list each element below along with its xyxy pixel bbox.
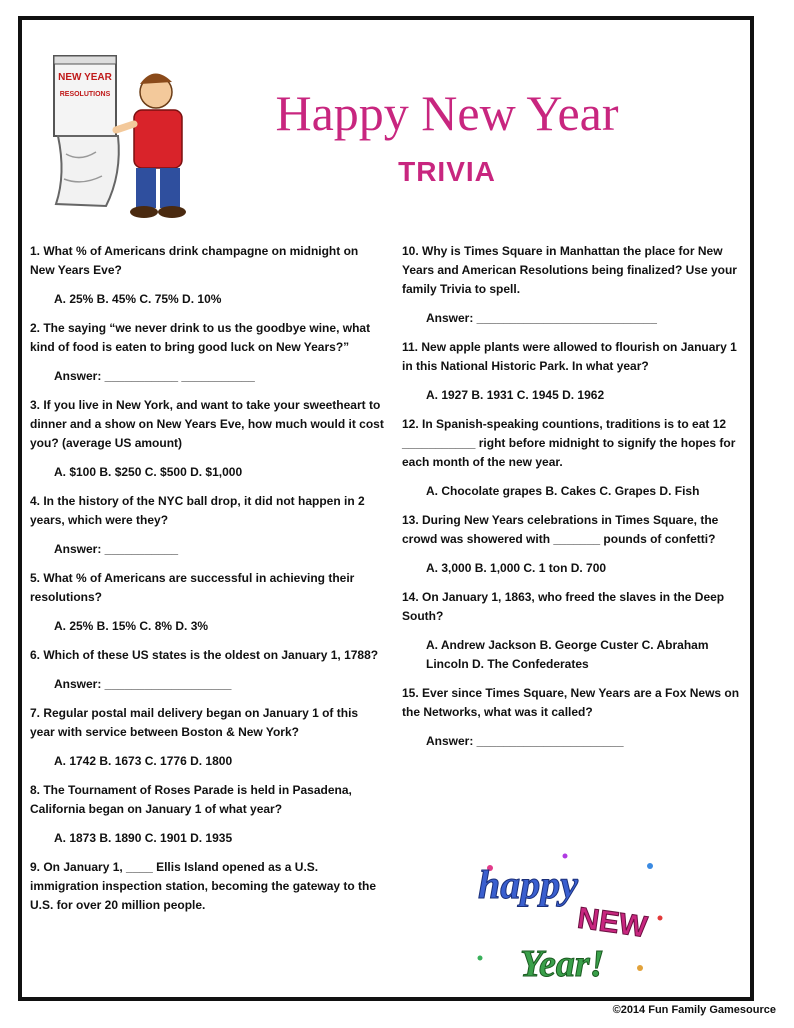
sign-line-2: RESOLUTIONS	[59, 91, 111, 98]
question-item	[30, 858, 386, 915]
question-text: 10. Why is Times Square in Manhattan the place for New Years and American Resolutions being finalized? Use your family Trivia to spell.	[402, 244, 737, 296]
question-text: 2. The saying “we never drink to us the goodbye wine, what kind of food is eaten to bring good luck on New Years?”	[30, 321, 371, 354]
question-item	[402, 511, 748, 578]
page-subtitle: TRIVIA	[398, 156, 496, 187]
question-options: A. Chocolate grapes B. Cakes C. Grapes D. Fish	[426, 484, 700, 498]
question-item	[30, 492, 386, 559]
question-text: 15. Ever since Times Square, New Years are a Fox News on the Networks, what was it called?	[402, 686, 740, 719]
question-text: 4. In the history of the NYC ball drop, it did not happen in 2 years, which were they?	[30, 494, 365, 527]
question-options: A. 1927 B. 1931 C. 1945 D. 1962	[426, 388, 605, 402]
answer-line: Answer: ___________________________	[426, 311, 657, 325]
question-options: A. $100 B. $250 C. $500 D. $1,000	[54, 465, 243, 479]
logo-word-new: NEW	[575, 901, 650, 945]
question-item	[30, 319, 386, 386]
question-options: A. Andrew Jackson B. George Custer C. Abraham Lincoln D. The Confederates	[426, 638, 709, 671]
question-text: 11. New apple plants were allowed to flourish on January 1 in this National Historic Park. In what year?	[402, 340, 737, 373]
answer-line: Answer: ______________________	[426, 734, 624, 748]
question-item	[30, 781, 386, 848]
happy-new-year-logo	[470, 848, 670, 988]
question-item	[30, 396, 386, 482]
question-text: 13. During New Years celebrations in Times Square, the crowd was showered with _______ pounds of confetti?	[402, 513, 719, 546]
question-text: 9. On January 1, ____ Ellis Island opened as a U.S. immigration inspection station, becoming the gateway to the U.S. for over 20 million people.	[30, 860, 377, 912]
right-question-column	[402, 242, 748, 761]
page-title: Happy New Year	[275, 85, 619, 141]
question-item	[402, 338, 748, 405]
question-text: 3. If you live in New York, and want to take your sweetheart to dinner and a show on New Years Eve, how much would it cost you? (average US amount)	[30, 398, 384, 450]
question-item	[30, 646, 386, 694]
answer-line: Answer: ___________ ___________	[54, 369, 255, 383]
logo-word-happy: happy	[478, 862, 578, 907]
question-text: 14. On January 1, 1863, who freed the slaves in the Deep South?	[402, 590, 725, 623]
question-options: A. 3,000 B. 1,000 C. 1 ton D. 700	[426, 561, 607, 575]
question-item	[402, 684, 748, 751]
question-text: 5. What % of Americans are successful in achieving their resolutions?	[30, 571, 355, 604]
question-text: 6. Which of these US states is the oldest on January 1, 1788?	[30, 648, 379, 662]
question-options: A. 25% B. 45% C. 75% D. 10%	[54, 292, 222, 306]
answer-line: Answer: ___________	[54, 542, 179, 556]
question-options: A. 1873 B. 1890 C. 1901 D. 1935	[54, 831, 233, 845]
question-text: 8. The Tournament of Roses Parade is held in Pasadena, California began on January 1 of what year?	[30, 783, 352, 816]
question-item	[30, 242, 386, 309]
question-options: A. 25% B. 15% C. 8% D. 3%	[54, 619, 209, 633]
question-text: 12. In Spanish-speaking countions, traditions is to eat 12 ___________ right before midnight to signify the hopes for each month of the new year.	[402, 417, 736, 469]
cartoon-illustration	[36, 34, 206, 224]
worksheet-border	[18, 16, 754, 1001]
logo-word-year: Year!	[520, 943, 605, 985]
answer-line: Answer: ___________________	[54, 677, 232, 691]
question-item	[402, 588, 748, 674]
question-text: 1. What % of Americans drink champagne on midnight on New Years Eve?	[30, 244, 359, 277]
copyright-notice: ©2014 Fun Family Gamesource	[612, 1004, 776, 1016]
question-item	[402, 415, 748, 501]
question-item	[30, 704, 386, 771]
question-item	[30, 569, 386, 636]
left-question-column	[30, 242, 386, 925]
question-item	[402, 242, 748, 328]
sign-line-1: NEW YEAR	[58, 72, 112, 83]
question-text: 7. Regular postal mail delivery began on January 1 of this year with service between Boston & New York?	[30, 706, 359, 739]
question-options: A. 1742 B. 1673 C. 1776 D. 1800	[54, 754, 233, 768]
